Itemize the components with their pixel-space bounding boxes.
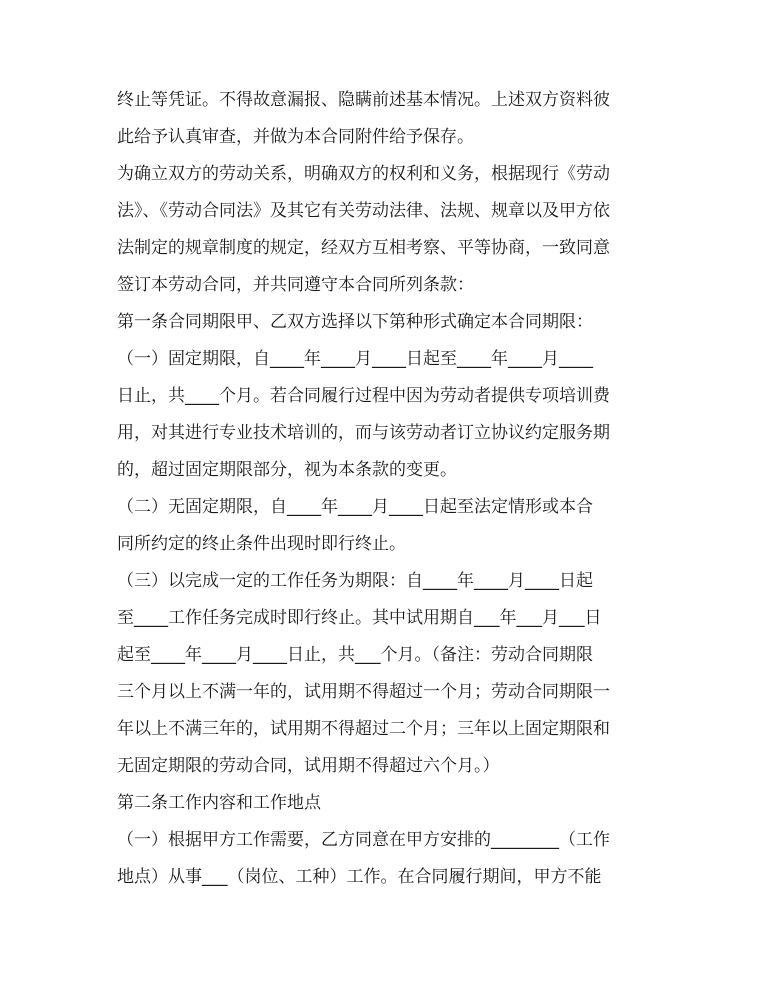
text-line: 三个月以上不满一年的，试用期不得超过一个月；劳动合同期限一 [117, 682, 610, 702]
text-line: 地点）从事___（岗位、工种）工作。在合同履行期间，甲方不能 [117, 867, 602, 887]
text-line: 法》、《劳动合同法》及其它有关劳动法律、法规、规章以及甲方依 [117, 201, 610, 221]
text-line: 此给予认真审查，并做为本合同附件给予保存。 [117, 127, 474, 147]
text-line: 终止等凭证。不得故意漏报、隐瞒前述基本情况。上述双方资料彼 [117, 90, 610, 110]
article-heading: 第一条合同期限甲、乙双方选择以下第种形式确定本合同期限： [117, 312, 593, 332]
text-line: 年以上不满三年的，试用期不得超过二个月；三年以上固定期限和 [117, 719, 610, 739]
text-line: 至____工作任务完成时即行终止。其中试用期自___年___月___日 [117, 608, 602, 628]
text-line: 用，对其进行专业技术培训的，而与该劳动者订立协议约定服务期 [117, 423, 610, 443]
text-line: 法制定的规章制度的规定，经双方互相考察、平等协商，一致同意 [117, 238, 610, 258]
text-line: 同所约定的终止条件出现时即行终止。 [117, 534, 406, 554]
text-line: 起至____年____月____日止，共___个月。（备注：劳动合同期限 [117, 645, 593, 665]
document-body [117, 82, 651, 896]
text-line: 为确立双方的劳动关系，明确双方的权利和义务，根据现行《劳动 [117, 164, 610, 184]
text-line: （三）以完成一定的工作任务为期限：自____年____月____日起 [117, 571, 593, 591]
text-line: 日止，共____个月。若合同履行过程中因为劳动者提供专项培训费 [117, 386, 610, 406]
text-line: （一）根据甲方工作需要，乙方同意在甲方安排的________（工作 [117, 830, 610, 850]
text-line: （二）无固定期限，自____年____月____日起至法定情形或本合 [117, 497, 593, 517]
text-line: 无固定期限的劳动合同，试用期不得超过六个月。） [117, 756, 500, 776]
text-line: （一）固定期限，自____年____月____日起至____年____月____ [117, 349, 593, 369]
text-line: 的，超过固定期限部分，视为本条款的变更。 [117, 460, 457, 480]
article-heading: 第二条工作内容和工作地点 [117, 793, 321, 813]
text-line: 签订本劳动合同，并共同遵守本合同所列条款： [117, 275, 474, 295]
